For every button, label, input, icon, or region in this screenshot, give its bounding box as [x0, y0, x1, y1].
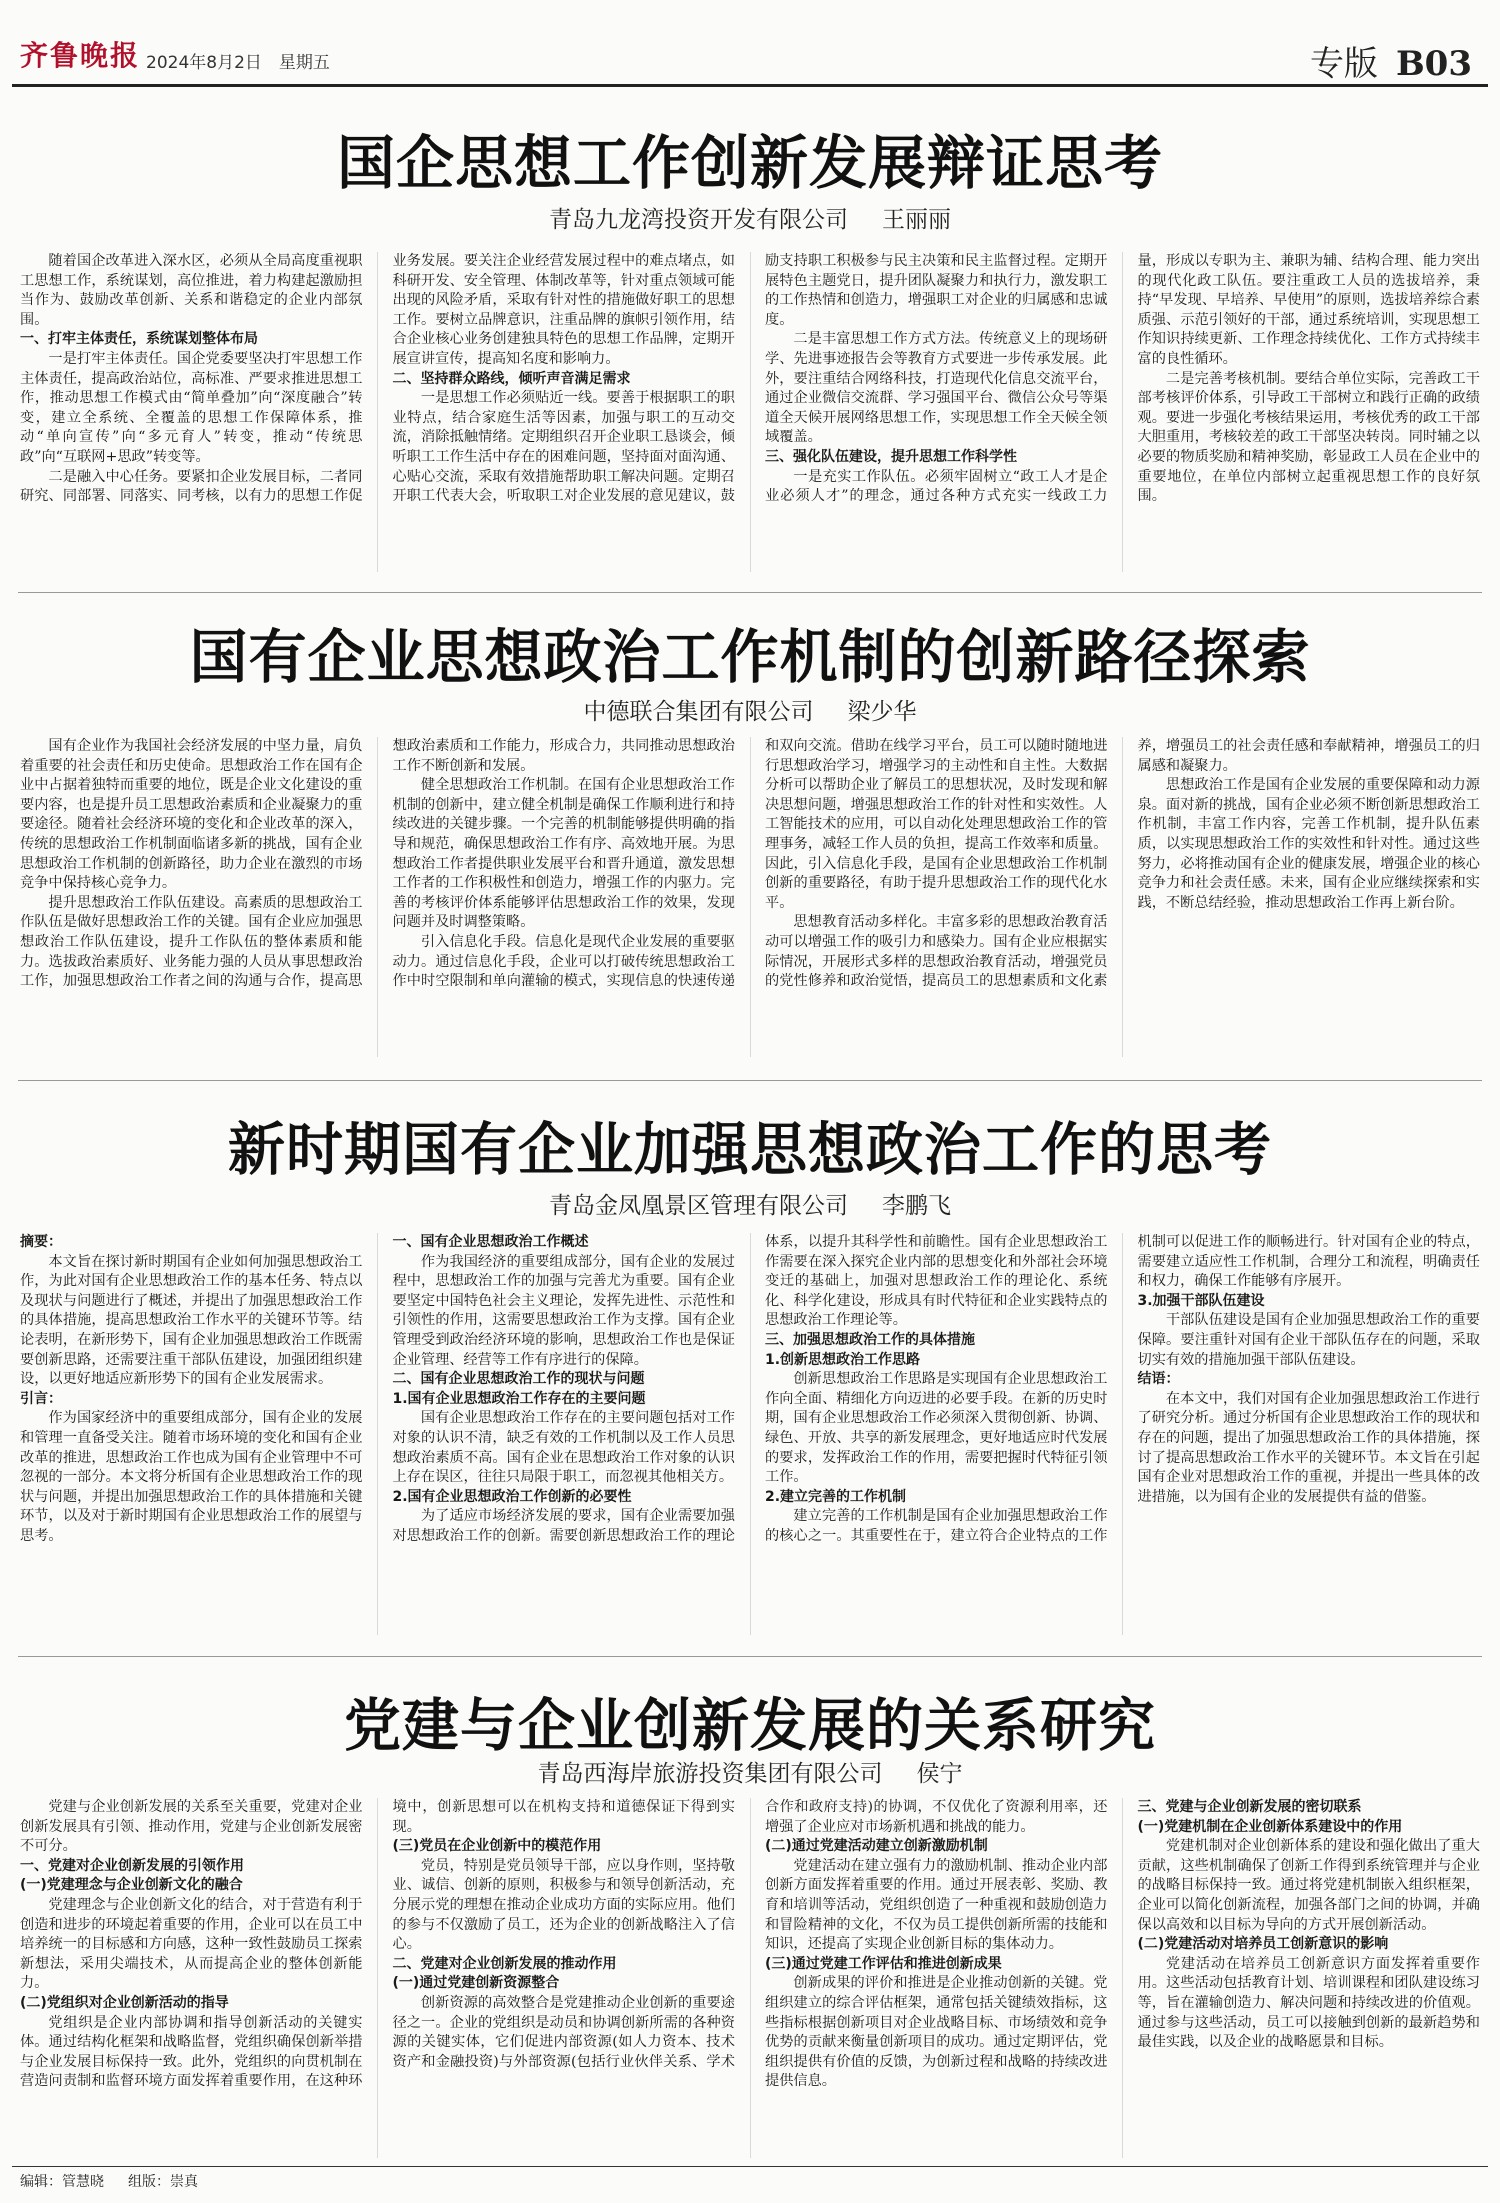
section-heading: 2.国有企业思想政治工作创新的必要性: [392, 1488, 632, 1505]
body-paragraph: 作为国家经济中的重要组成部分，国有企业的发展和管理一直备受关注。随着市场环境的变化和国有企业改革的推进，思想政治工作也成为国有企业管理中不可忽视的一部分。本文将分析国有企业思想政治工作的现状与问题，并提出加强思想政治工作的具体措施和关键环节，以及对于新时期国有企业思想政治工作的展望与思考。: [20, 1410, 363, 1544]
byline-author: 李鹏飞: [882, 1193, 951, 1219]
article-title: 新时期国有企业加强思想政治工作的思考: [228, 1116, 1272, 1183]
article-body: [20, 1233, 1480, 1635]
section-heading: (一)通过党建创新资源整合: [392, 1975, 560, 1992]
section-heading: 摘要：: [20, 1234, 62, 1250]
byline-company: 青岛金凤凰景区管理有限公司: [549, 1193, 848, 1219]
section-heading: 2.建立完善的工作机制: [765, 1488, 907, 1505]
article-title: 国企思想工作创新发展辩证思考: [336, 129, 1163, 197]
body-paragraph: 二是完善考核机制。要结合单位实际，完善政工干部考核评价体系，引导政工干部树立和践行正确的政绩观。要进一步强化考核结果运用，考核优秀的政工干部大胆重用，考核较差的政工干部坚决转岗。同时辅之以必要的物质奖励和精神奖励，彰显政工人员在企业中的重要地位，在单位内部树立起重视思想工作的良好氛围。: [1137, 370, 1480, 505]
article-body: [20, 1798, 1480, 2158]
body-paragraph: 党建与企业创新发展的关系至关重要，党建对企业创新发展具有引领、推动作用，党建与企业创新发展密不可分。: [20, 1799, 363, 1855]
section-heading: 1.创新思想政治工作思路: [765, 1351, 921, 1368]
section-heading: 引言：: [20, 1390, 62, 1407]
page-header: [0, 0, 1500, 84]
body-paragraph: 建立完善的工作机制是国有企业加强思想政治工作的核心之一。其重要性在于，建立符合企业特点的工作机制可以促进工作的顺畅进行。针对国有企业的特点，需要建立适应性工作机制，合理分工和流程，明确责任和权力，确保工作能够有序展开。: [765, 1234, 1480, 1544]
body-paragraph: 党建理念与企业创新文化的结合，对于营造有利于创造和进步的环境起着重要的作用，企业可以在员工中培养统一的目标感和方向感，这种一致性鼓励员工探索新想法，采用尖端技术，从而提高企业的整体创新能力。: [20, 1896, 363, 1992]
body-paragraph: 创新思想政治工作思路是实现国有企业思想政治工作向全面、精细化方向迈进的必要手段。在新的历史时期，国有企业思想政治工作必须深入贯彻创新、协调、绿色、开放、共享的新发展理念，更好地适应时代发展的要求，发挥政治工作的作用，需要把握时代特征引领工作。: [765, 1371, 1108, 1486]
body-paragraph: 二是丰富思想工作方式方法。传统意义上的现场研学、先进事迹报告会等教育方式要进一步传承发展。此外，要注重结合网络科技，打造现代化信息交流平台，通过企业微信交流群、学习强国平台、微信公众号等渠道全天候开展网络思想工作，实现思想工作全天候全领域覆盖。: [765, 331, 1108, 446]
section-heading: 二、党建对企业创新发展的推动作用: [392, 1955, 617, 1972]
footer-designer: 组版：崇真: [128, 2174, 198, 2190]
section-heading: (一)党建机制在企业创新体系建设中的作用: [1137, 1818, 1403, 1835]
body-paragraph: 一是充实工作队伍。必须牢固树立“政工人才是企业必须人才”的理念，通过各种方式充实一线政工力量，形成以专职为主、兼职为辅、结构合理、能力突出的现代化政工队伍。要注重政工人员的选拔培养，秉持“早发现、早培养、早使用”的原则，选拔培养综合素质强、示范引领好的干部，通过系统培训，实现思想工作知识持续更新、工作理念持续优化、工作方式持续丰富的良性循环。: [765, 253, 1480, 505]
section-heading: 一、打牢主体责任，系统谋划整体布局: [20, 331, 258, 348]
body-paragraph: 一是思想工作必须贴近一线。要善于根据职工的职业特点，结合家庭生活等因素，加强与职工的互动交流，消除抵触情绪。定期组织召开企业职工恳谈会，倾听职工工作生活中存在的困难问题，坚持面对面沟通、心贴心交流，采取有效措施帮助职工解决问题。定期召开职工代表大会，听取职工对企业发展的意见建议，鼓励支持职工积极参与民主决策和民主监督过程。定期开展特色主题党日，提升团队凝聚力和执行力，激发职工的工作热情和创造力，增强职工对企业的归属感和忠诚度。: [392, 253, 1108, 505]
section-heading: 三、党建与企业创新发展的密切联系: [1137, 1799, 1362, 1815]
article-title: 党建与企业创新发展的关系研究: [344, 1692, 1156, 1759]
body-paragraph: 健全思想政治工作机制。在国有企业思想政治工作机制的创新中，建立健全机制是确保工作顺利进行和持续改进的关键步骤。一个完善的机制能够提供明确的指导和规范，确保思想政治工作有序、高效地开展。为思想政治工作者提供职业发展平台和晋升通道，激发思想工作者的工作积极性和创造力，增强工作的内驱力。完善的考核评价体系能够评估思想政治工作的效果，发现问题并及时调整策略。: [392, 777, 735, 931]
section-heading: 三、强化队伍建设，提升思想工作科学性: [765, 448, 1017, 465]
byline-author: 侯宁: [916, 1761, 963, 1787]
footer-editor: 编辑：管慧晓: [20, 2174, 104, 2190]
article-body: [20, 252, 1480, 572]
section-label: [1310, 36, 1472, 85]
body-paragraph: 在本文中，我们对国有企业加强思想政治工作进行了研究分析。通过分析国有企业思想政治工作的现状和存在的问题，提出了加强思想政治工作的具体措施，探讨了提高思想政治工作水平的关键环节。本文旨在引起国有企业对思想政治工作的重视，并提出一些具体的改进措施，以为国有企业的发展提供有益的借鉴。: [1137, 1390, 1480, 1505]
body-paragraph: 干部队伍建设是国有企业加强思想政治工作的重要保障。要注重针对国有企业干部队伍存在的问题，采取切实有效的措施加强干部队伍建设。: [1137, 1312, 1480, 1368]
body-paragraph: 本文旨在探讨新时期国有企业如何加强思想政治工作，为此对国有企业思想政治工作的基本任务、特点以及现状与问题进行了概述，并提出了加强思想政治工作的具体措施，提高思想政治工作水平的关键环节等。结论表明，在新形势下，国有企业加强思想政治工作既需要创新思路，还需要注重干部队伍建设，加强团组织建设，以更好地适应新形势下的国有企业发展需求。: [20, 1253, 363, 1388]
article-byline: [0, 201, 1500, 234]
issue-date: 2024年8月2日 星期五: [146, 53, 330, 73]
section-heading: 二、坚持群众路线，倾听声音满足需求: [392, 370, 631, 387]
body-paragraph: 党组织是企业内部协调和指导创新活动的关键实体。通过结构化框架和战略监督，党组织确保创新举措与企业发展目标保持一致。此外，党组织的向贯机制在营造问责制和监督环境方面发挥着重要作用，在这种环境中，创新思想可以在机构支持和道德保证下得到实现。: [20, 1799, 735, 2090]
section-heading: 1.国有企业思想政治工作存在的主要问题: [392, 1390, 646, 1407]
section-heading: 一、党建对企业创新发展的引领作用: [20, 1857, 244, 1874]
body-paragraph: 创新资源的高效整合是党建推动企业创新的重要途径之一。企业的党组织是动员和协调创新所需的各种资源的关键实体，它们促进内部资源(如人力资本、技术资产和金融投资)与外部资源(包括行业伙伴关系、学术合作和政府支持)的协调，不仅优化了资源利用率，还增强了企业应对市场新机遇和挑战的能力。: [392, 1799, 1108, 2070]
section-heading: 三、加强思想政治工作的具体措施: [765, 1331, 975, 1348]
section-heading: (一)党建理念与企业创新文化的融合: [20, 1877, 243, 1894]
section-heading: (三)通过党建工作评估和推进创新成果: [765, 1955, 1002, 1972]
body-paragraph: 党员，特别是党员领导干部，应以身作则，坚持敬业、诚信、创新的原则，积极参与和领导创新活动，充分展示党的理想在推动企业成功方面的实际应用。他们的参与不仅激励了员工，还为企业的创新战略注入了信心。: [392, 1857, 735, 1953]
body-paragraph: 随着国企改革进入深水区，必须从全局高度重视职工思想工作，系统谋划，高位推进，着力构建起激励担当作为、鼓励改革创新、关系和谐稳定的企业内部氛围。: [20, 253, 363, 328]
byline-company: 青岛西海岸旅游投资集团有限公司: [537, 1761, 883, 1787]
article-body: [20, 737, 1480, 1057]
body-paragraph: 思想教育活动多样化。丰富多彩的思想政治教育活动可以增强工作的吸引力和感染力。国有企业应根据实际情况，开展形式多样的思想政治教育活动，增强党员的党性修养和政治觉悟，提高员工的思想素质和文化素养，增强员工的社会责任感和奉献精神，增强员工的归属感和凝聚力。: [765, 738, 1480, 990]
body-paragraph: 为了适应市场经济发展的要求，国有企业需要加强对思想政治工作的创新。需要创新思想政治工作的理论体系，以提升其科学性和前瞻性。国有企业思想政治工作需要在深入探究企业内部的思想变化和外部社会环境变迁的基础上，加强对思想政治工作的理论化、系统化、科学化建设，形成具有时代特征和企业实践特点的思想政治工作理论等。: [392, 1234, 1108, 1544]
section-heading: 一、国有企业思想政治工作概述: [392, 1234, 589, 1250]
footer-rule: [12, 2166, 1488, 2167]
body-paragraph: 二是融入中心任务。要紧扣企业发展目标，二者同研究、同部署、同落实、同考核，以有力的思想工作促业务发展。要关注企业经营发展过程中的难点堵点，如科研开发、安全管理、体制改革等，针对重点领域可能出现的风险矛盾，采取有针对性的措施做好职工的思想工作。要树立品牌意识，注重品牌的旗帜引领作用，结合企业核心业务创建独具特色的思想工作品牌，定期开展宣讲宣传，提高知名度和影响力。: [20, 253, 735, 505]
article-byline: [0, 1187, 1500, 1220]
body-paragraph: 思想政治工作是国有企业发展的重要保障和动力源泉。面对新的挑战，国有企业必须不断创新思想政治工作机制，丰富工作内容，完善工作机制，提升队伍素质，以实现思想政治工作的实效性和针对性。通过这些努力，必将推动国有企业的健康发展，增强企业的核心竞争力和社会责任感。未来，国有企业应继续探索和实践，不断总结经验，推动思想政治工作再上新台阶。: [1137, 777, 1480, 911]
byline-company: 中德联合集团有限公司: [583, 699, 814, 725]
body-paragraph: 一是打牢主体责任。国企党委要坚决打牢思想工作主体责任，提高政治站位，高标准、严要求推进思想工作，推动思想工作模式由“简单叠加”向“深度融合”转变，建立全系统、全覆盖的思想工作保障体系，推动“单向宣传”向“多元育人”转变，推动“传统思政”向“互联网+思政”转变等。: [20, 350, 363, 465]
body-paragraph: 党建活动在建立强有力的激励机制、推动企业内部创新方面发挥着重要的作用。通过开展表彰、奖励、教育和培训等活动，党组织创造了一种重视和鼓励创造力和冒险精神的文化，不仅为员工提供创新所需的技能和知识，还提高了实现企业创新目标的集体动力。: [765, 1857, 1108, 1953]
byline-company: 青岛九龙湾投资开发有限公司: [549, 207, 848, 233]
body-paragraph: 国有企业作为我国社会经济发展的中坚力量，肩负着重要的社会责任和历史使命。思想政治工作在国有企业中占据着独特而重要的地位，既是企业文化建设的重要内容，也是提升员工思想政治素质和企业凝聚力的重要途径。随着社会经济环境的变化和企业改革的深入，传统的思想政治工作机制面临诸多新的挑战，国有企业思想政治工作机制的创新路径，助力企业在激烈的市场竞争中保持核心竞争力。: [20, 738, 363, 892]
section-heading: 3.加强干部队伍建设: [1137, 1292, 1265, 1309]
section-name: 专版: [1309, 44, 1378, 84]
section-heading: (二)党建活动对培养员工创新意识的影响: [1137, 1936, 1389, 1953]
article-title: 国有企业思想政治工作机制的创新路径探索: [189, 623, 1311, 691]
body-paragraph: 党建活动在培养员工创新意识方面发挥着重要作用。这些活动包括教育计划、培训课程和团队建设练习等，旨在灌输创造力、解决问题和持续改进的价值观。通过参与这些活动，员工可以接触到创新的最新趋势和最佳实践，以及企业的战略愿景和目标。: [1137, 1955, 1480, 2051]
byline-author: 梁少华: [847, 699, 917, 725]
byline-author: 王丽丽: [882, 207, 951, 233]
newspaper-masthead: 齐鲁晚报: [20, 39, 141, 72]
article-byline: [0, 1755, 1500, 1788]
body-paragraph: 创新成果的评价和推进是企业推动创新的关键。党组织建立的综合评估框架，通常包括关键绩效指标，这些指标根据创新项目对企业战略目标、市场绩效和竞争优势的贡献来衡量创新项目的成功。通过定期评估，党组织提供有价值的反馈，为创新过程和战略的持续改进提供信息。: [765, 1975, 1108, 2090]
body-paragraph: 党建机制对企业创新体系的建设和强化做出了重大贡献，这些机制确保了创新工作得到系统管理并与企业的战略目标保持一致。通过将党建机制嵌入组织框架，企业可以简化创新流程，加强各部门之间的协调，并确保以高效和以目标为导向的方式开展创新活动。: [1137, 1838, 1480, 1933]
page-footer: [20, 2171, 198, 2191]
body-paragraph: 引入信息化手段。信息化是现代企业发展的重要驱动力。通过信息化手段，企业可以打破传统思想政治工作中时空限制和单向灌输的模式，实现信息的快速传递和双向交流。借助在线学习平台，员工可以随时随地进行思想政治学习，增强学习的主动性和自主性。大数据分析可以帮助企业了解员工的思想状况，及时发现和解决思想问题，增强思想政治工作的针对性和实效性。人工智能技术的应用，可以自动化处理思想政治工作的管理事务，减轻工作人员的负担，提高工作效率和质量。因此，引入信息化手段，是国有企业思想政治工作机制创新的重要路径，有助于提升思想政治工作的现代化水平。: [392, 738, 1108, 990]
header-rule: [12, 84, 1488, 87]
article-divider: [18, 1080, 1482, 1081]
article-byline: [0, 693, 1500, 726]
body-paragraph: 国有企业思想政治工作存在的主要问题包括对工作对象的认识不清，缺乏有效的工作机制以及工作人员思想政治素质不高。国有企业在思想政治工作对象的认识上存在误区，往往只局限于职工，而忽视其他相关方。: [392, 1410, 735, 1486]
body-paragraph: 提升思想政治工作队伍建设。高素质的思想政治工作队伍是做好思想政治工作的关键。国有企业应加强思想政治工作队伍建设，提升工作队伍的整体素质和能力。选拔政治素质好、业务能力强的人员从事思想政治工作，加强思想政治工作者之间的沟通与合作，提高思想政治素质和工作能力，形成合力，共同推动思想政治工作不断创新和发展。: [20, 738, 735, 990]
body-paragraph: 作为我国经济的重要组成部分，国有企业的发展过程中，思想政治工作的加强与完善尤为重要。国有企业要坚定中国特色社会主义理论，发挥先进性、示范性和引领性的作用，这需要思想政治工作为支撑。国有企业管理受到政治经济环境的影响，思想政治工作也是保证企业管理、经营等工作有序进行的保障。: [392, 1253, 735, 1368]
section-heading: (三)党员在企业创新中的模范作用: [392, 1838, 602, 1855]
section-heading: (二)通过党建活动建立创新激励机制: [765, 1838, 988, 1855]
article-divider: [18, 592, 1482, 593]
section-heading: (二)党组织对企业创新活动的指导: [20, 1994, 229, 2011]
section-heading: 结语：: [1137, 1371, 1180, 1388]
section-heading: 二、国有企业思想政治工作的现状与问题: [392, 1371, 645, 1388]
page-number: B03: [1395, 44, 1472, 84]
article-divider: [18, 1656, 1482, 1657]
